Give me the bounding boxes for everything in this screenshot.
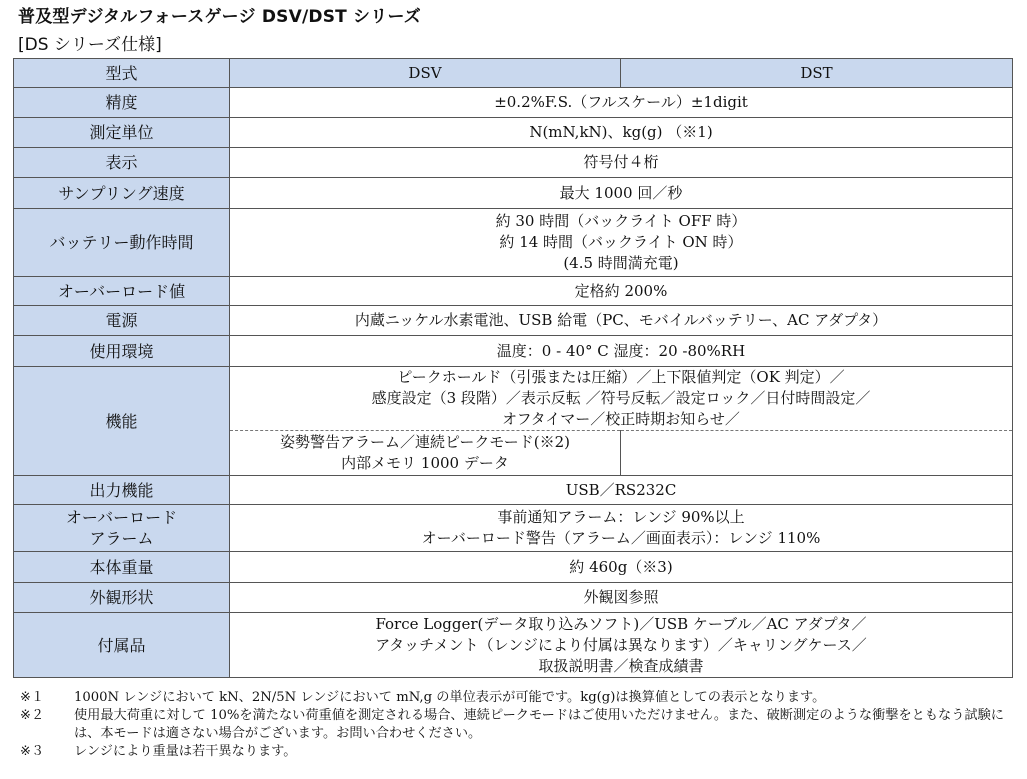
sampling-label: サンプリング速度: [14, 178, 230, 209]
appearance-label: 外観形状: [14, 583, 230, 613]
footnote-3: [20, 743, 1015, 761]
overload-alarm-line-2: オーバーロード警告（アラーム／画面表示）：レンジ 110%: [421, 529, 821, 547]
overload-alarm-label-2: アラーム: [89, 529, 154, 548]
model-label: 型式: [14, 59, 230, 88]
functions-common: [230, 367, 1013, 431]
battery-label: バッテリー動作時間: [14, 209, 230, 277]
display-value: 符号付４桁: [230, 148, 1013, 178]
section-subtitle: [DS シリーズ仕様]: [18, 35, 162, 55]
table-row: [14, 367, 1013, 431]
battery-line-1: 約 30 時間（バックライト OFF 時）: [495, 212, 747, 230]
output-label: 出力機能: [14, 476, 230, 505]
accuracy-value: ±0.2%F.S.（フルスケール）±1digit: [230, 88, 1013, 118]
footnote-text: レンジにより重量は若干異なります。: [74, 744, 297, 759]
page-title: 普及型デジタルフォースゲージ DSV/DST シリーズ: [18, 7, 421, 27]
table-row: [14, 277, 1013, 306]
table-row: [14, 306, 1013, 336]
table-row: [14, 178, 1013, 209]
accessories-line-3: 取扱説明書／検査成績書: [538, 656, 704, 675]
accessories-line-1: Force Logger(データ取り込みソフト)／USB ケーブル／AC アダプタ／: [375, 614, 867, 633]
table-row: [14, 476, 1013, 505]
unit-label: 測定単位: [14, 118, 230, 148]
functions-line-1: ピークホールド（引張または圧縮）／上下限値判定（OK 判定）／: [397, 368, 845, 386]
table-row: [14, 505, 1013, 552]
power-value: 内蔵ニッケル水素電池、USB 給電（PC、モバイルバッテリー、AC アダプタ）: [230, 306, 1013, 336]
overload-alarm-label-1: オーバーロード: [65, 508, 178, 527]
battery-value: [230, 209, 1013, 277]
footnote-2: [20, 707, 1015, 743]
overload-value: 定格約 200%: [230, 277, 1013, 306]
footnote-mark: ※１: [20, 690, 45, 705]
table-row: [14, 583, 1013, 613]
model-dst: DST: [621, 59, 1013, 88]
table-row: [14, 118, 1013, 148]
sampling-value: 最大 1000 回／秒: [230, 178, 1013, 209]
environment-label: 使用環境: [14, 336, 230, 367]
accessories-value: [230, 613, 1013, 678]
unit-value: N(mN,kN)、kg(g) （※1): [230, 118, 1013, 148]
footnote-mark: ※２: [20, 708, 45, 723]
weight-label: 本体重量: [14, 552, 230, 583]
weight-value: 約 460g（※3): [230, 552, 1013, 583]
functions-dsv: [230, 431, 621, 476]
footnote-text: 使用最大荷重に対して 10%を満たない荷重値を測定される場合、連続ピークモードはご使用いただけません。また、破断測定のような衝撃をともなう試験には、本モードは適さない場合がございます。お問い合わせください。: [74, 708, 1004, 741]
battery-line-3: (4.5 時間満充電): [563, 254, 679, 272]
functions-dst: [621, 431, 1013, 476]
table-row: [14, 552, 1013, 583]
table-row: [14, 88, 1013, 118]
table-row: [14, 613, 1013, 678]
overload-alarm-value: [230, 505, 1013, 552]
footnote-mark: ※３: [20, 744, 45, 759]
functions-label: 機能: [14, 367, 230, 476]
functions-dsv-line-1: 姿勢警告アラーム／連続ピークモード(※2): [279, 433, 571, 451]
output-value: USB／RS232C: [230, 476, 1013, 505]
overload-label: オーバーロード値: [14, 277, 230, 306]
environment-value: 温度：0 - 40° C 湿度：20 -80%RH: [230, 336, 1013, 367]
overload-alarm-label: [14, 505, 230, 552]
spec-table: [13, 58, 1013, 678]
appearance-value: 外観図参照: [230, 583, 1013, 613]
table-row: [14, 148, 1013, 178]
model-dsv: DSV: [230, 59, 621, 88]
battery-line-2: 約 14 時間（バックライト ON 時）: [499, 233, 743, 251]
footnote-text: 1000N レンジにおいて kN、2N/5N レンジにおいて mN,g の単位表示が可能です。kg(g)は換算値としての表示となります。: [74, 690, 826, 705]
functions-dsv-line-2: 内部メモリ 1000 データ: [341, 454, 509, 472]
display-label: 表示: [14, 148, 230, 178]
table-row: [14, 209, 1013, 277]
accuracy-label: 精度: [14, 88, 230, 118]
overload-alarm-line-1: 事前通知アラーム：レンジ 90%以上: [497, 508, 745, 526]
power-label: 電源: [14, 306, 230, 336]
footnotes: [20, 689, 1015, 761]
accessories-line-2: アタッチメント（レンジにより付属は異なります）／キャリングケース／: [375, 635, 867, 654]
functions-line-2: 感度設定（3 段階）／表示反転 ／符号反転／設定ロック／日付時間設定／: [371, 389, 871, 407]
accessories-label: 付属品: [14, 613, 230, 678]
footnote-1: [20, 689, 1015, 707]
table-row: [14, 336, 1013, 367]
table-header-row: [14, 59, 1013, 88]
functions-line-3: オフタイマー／校正時期お知らせ／: [502, 410, 740, 428]
